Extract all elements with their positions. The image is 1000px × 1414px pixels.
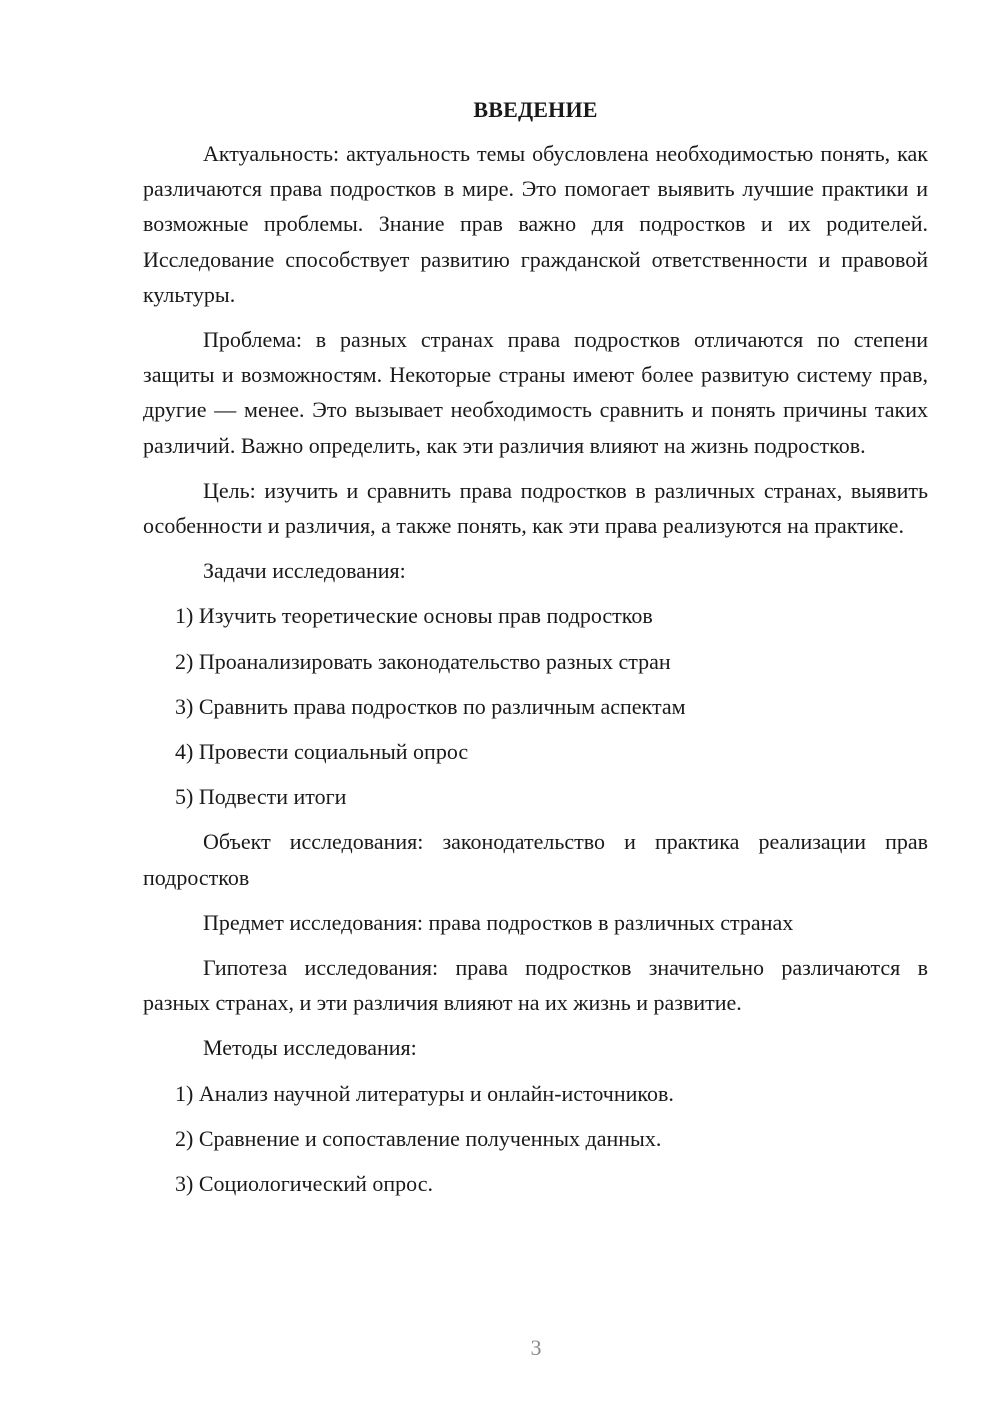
page-content	[143, 92, 928, 1211]
tasks-label: Задачи исследования:	[203, 558, 406, 584]
relevance-paragraph: Актуальность: актуальность темы обусловлена необходимостью понять, как различаются права подростков в мире. Это помогает выявить лучшие практики и возможные проблемы. Знание прав важно для подростков и их родителей. Исследование способствует развитию гражданской ответственности и правовой культуры.	[143, 141, 928, 307]
list-item: 3) Сравнить права подростков по различным аспектам	[175, 693, 686, 719]
list-item: 4) Провести социальный опрос	[175, 739, 469, 765]
tasks-list	[143, 598, 928, 814]
methods-label: Методы исследования:	[203, 1035, 417, 1061]
goal-paragraph: Цель: изучить и сравнить права подростков в различных странах, выявить особенности и различия, а также понять, как эти права реализуются на практике.	[143, 477, 928, 539]
subject-paragraph: Предмет исследования: права подростков в различных странах	[203, 909, 794, 935]
list-item: 3) Социологический опрос.	[175, 1171, 433, 1197]
list-item: 2) Сравнение и сопоставление полученных данных.	[175, 1125, 662, 1151]
list-item: 2) Проанализировать законодательство разных стран	[175, 648, 671, 674]
page-number: 3	[530, 1335, 542, 1360]
hypothesis-paragraph: Гипотеза исследования: права подростков значительно различаются в разных странах, и эти различия влияют на их жизнь и развитие.	[143, 955, 928, 1016]
list-item: 1) Анализ научной литературы и онлайн-источников.	[175, 1080, 674, 1106]
page-title: ВВЕДЕНИЕ	[473, 97, 598, 122]
list-item: 1) Изучить теоретические основы прав подростков	[175, 603, 653, 629]
problem-paragraph: Проблема: в разных странах права подростков отличаются по степени защиты и возможностям. Некоторые страны имеют более развитую систему прав, другие — менее. Это вызывает необходимость сравнить и понять причины таких различий. Важно определить, как эти различия влияют на жизнь подростков.	[143, 327, 928, 458]
list-item: 5) Подвести итоги	[175, 784, 347, 810]
object-paragraph: Объект исследования: законодательство и практика реализации прав подростков	[143, 829, 928, 890]
methods-list	[143, 1076, 928, 1202]
